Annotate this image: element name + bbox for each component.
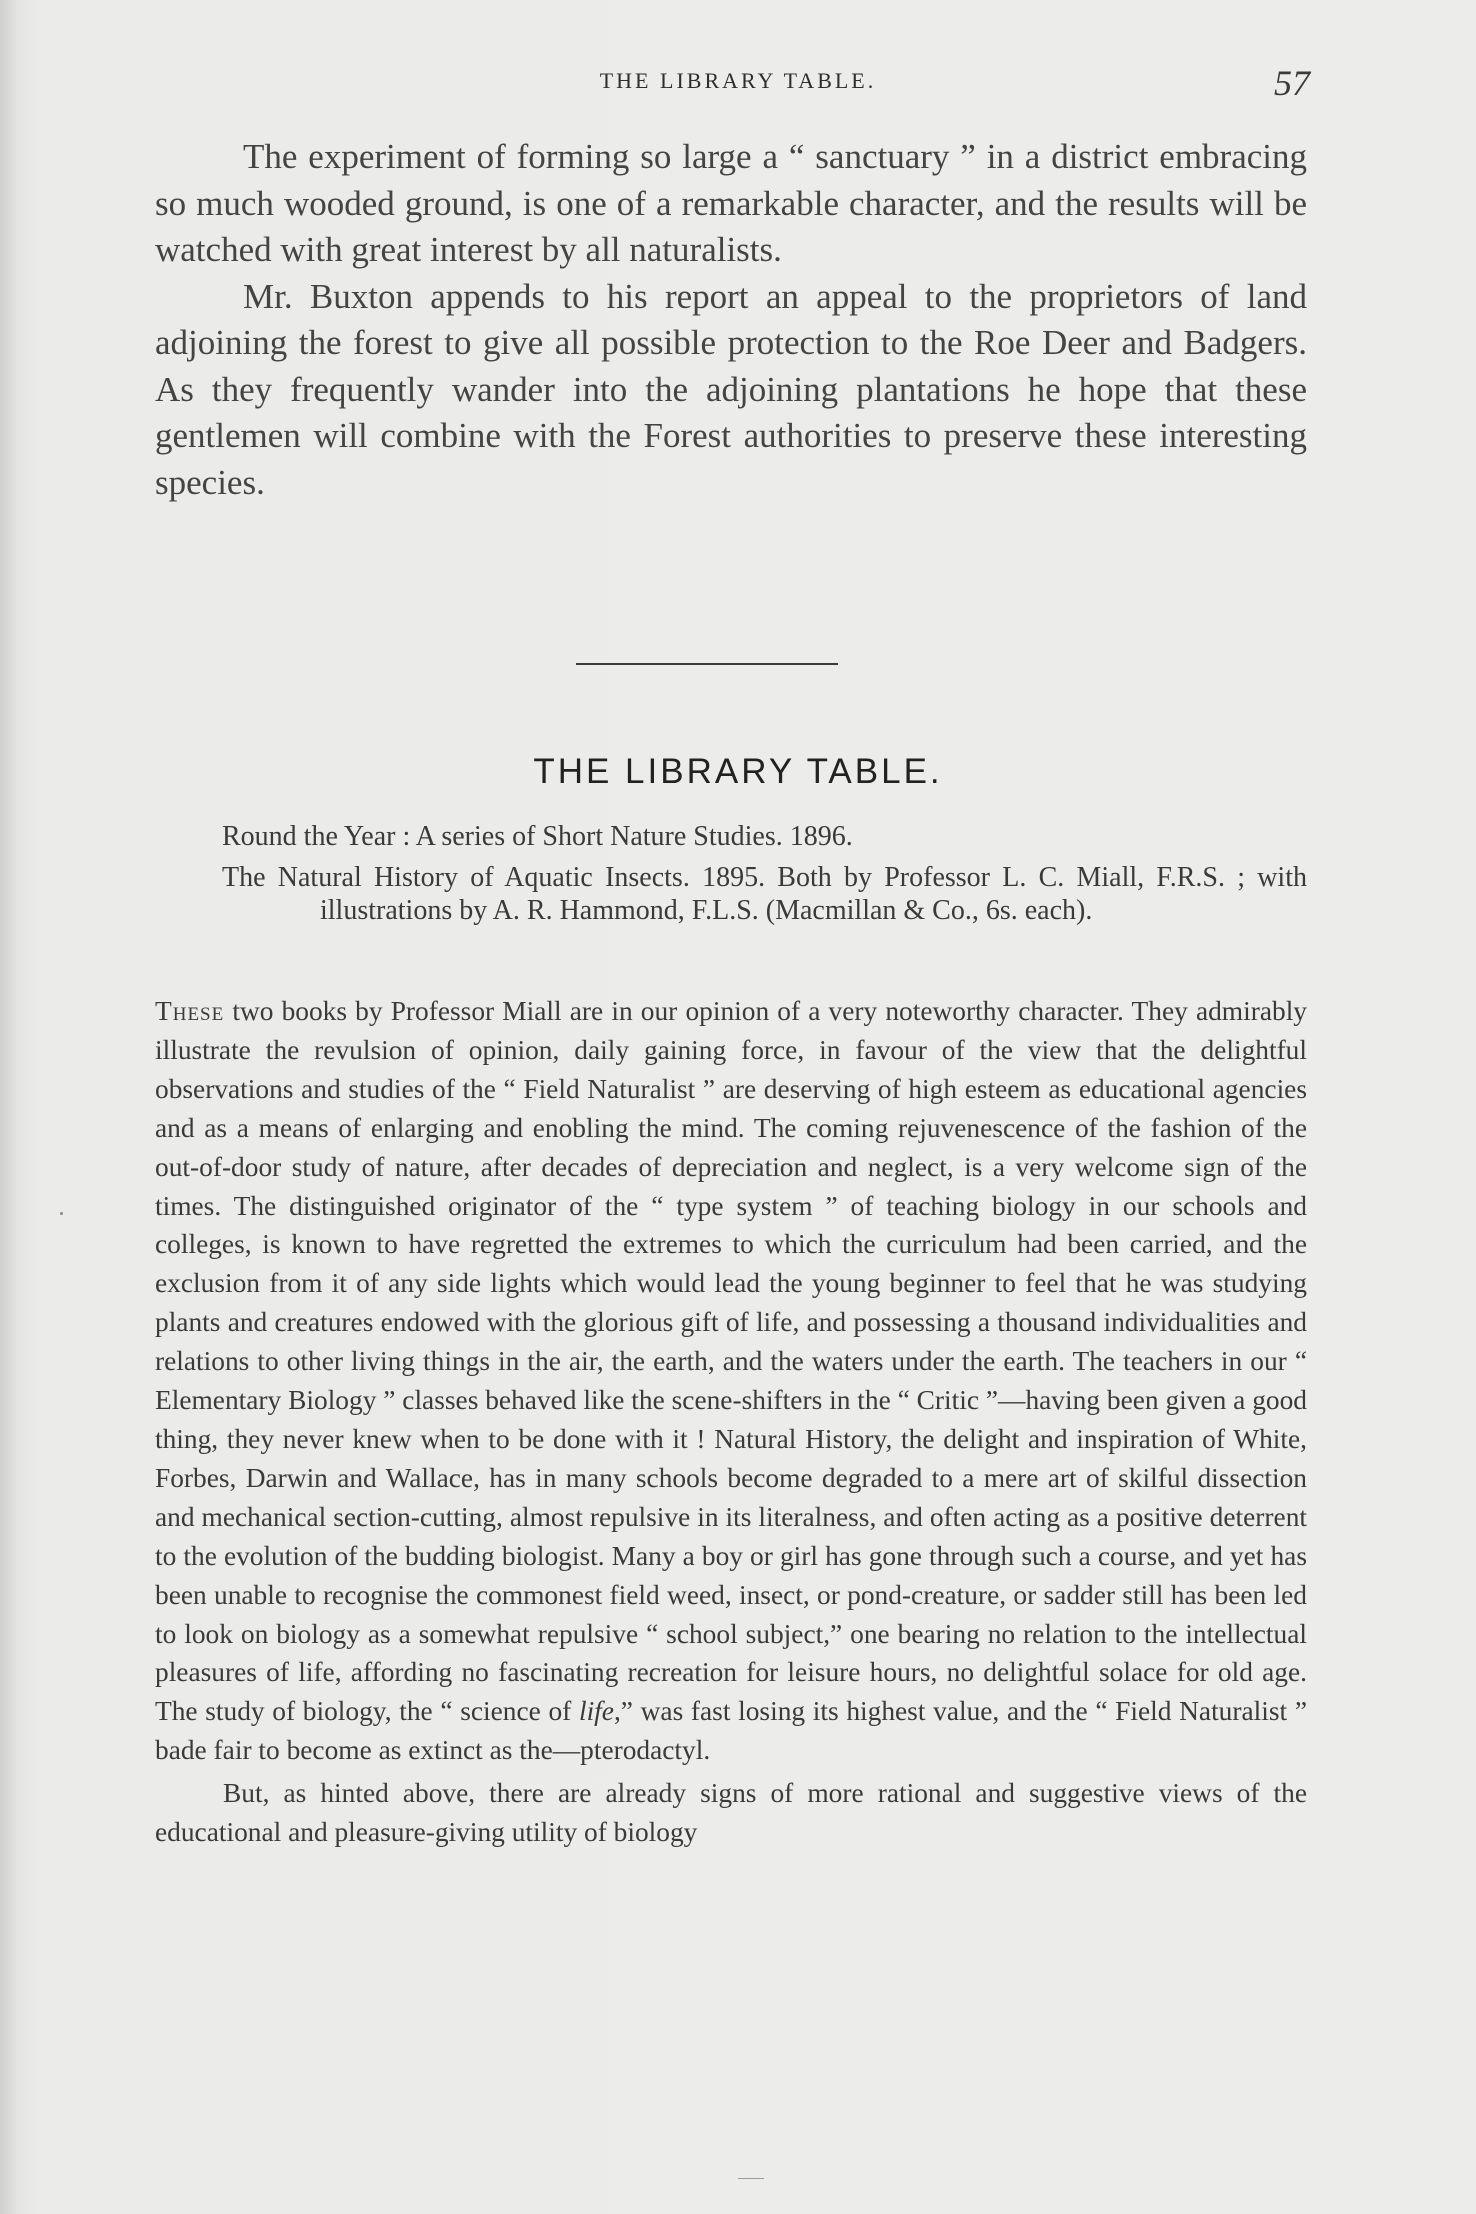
section-divider [576, 663, 838, 665]
section-title: THE LIBRARY TABLE. [533, 752, 943, 791]
citation-entry: Round the Year : A series of Short Nature Studies. 1896. [222, 821, 853, 852]
citation-entry: The Natural History of Aquatic Insects. 1895. Both by Professor L. C. Miall, F.R.S. ; with illustrations by A. R. Hammond, F.L.S. (Macmillan & Co., 6s. each). [222, 862, 1307, 926]
running-head [0, 62, 1476, 102]
running-title: THE LIBRARY TABLE. [599, 68, 877, 93]
review-text-end: ,” was fast losing its highest value, and the “ Field Naturalist ” bade fair to become as extinct as the—pterodactyl. [155, 1696, 1307, 1766]
review-text: two books by Professor Miall are in our opinion of a very noteworthy character. They admirably illustrate the revulsion of opinion, daily gaining force, in favour of the view that the delightful observations and studies of the “ Field Naturalist ” are deserving of high esteem as educational agencies and as a means of enlarging and enobling the mind. The coming rejuvenescence of the fashion of the out-of-door study of nature, after decades of depreciation and neglect, is a very welcome sign of the times. The distinguished originator of the “ type system ” of teaching biology in our schools and colleges, is known to have regretted the extremes to which the curriculum had been carried, and the exclusion from it of any side lights which would lead the young beginner to feel that he was studying plants and creatures endowed with the glorious gift of life, and possessing a thousand individualities and relations to other living things in the air, the earth, and the waters under the earth. The teachers in our “ Elementary Biology ” classes behaved like the scene-shifters in the “ Critic ”—having been given a good thing, they never knew when to be done with it ! Natural History, the delight and inspiration of White, Forbes, Darwin and Wallace, has in many schools become degraded to a mere art of skilful dissection and mechanical section-cutting, almost repulsive in its literalness, and often acting as a positive deterrent to the evolution of the budding biologist. Many a boy or girl has gone through such a course, and yet has been unable to recognise the commonest field weed, insect, or pond-creature, or sadder still has been led to look on biology as a somewhat repulsive “ school subject,” one bearing no relation to the intellectual pleasures of life, affording no fascinating recreation for leisure hours, no delightful solace for old age. The study of biology, the “ science of [155, 996, 1307, 1727]
paper-mark [738, 2178, 764, 2179]
review-paragraph [155, 992, 1307, 1770]
review-body [155, 992, 1307, 1852]
review-paragraph: But, as hinted above, there are already signs of more rational and suggestive views of the educational and pleasure-giving utility of biology [155, 1778, 1307, 1848]
intro-paragraph: The experiment of forming so large a “ sanctuary ” in a district embracing so much wooded ground, is one of a remarkable character, and the results will be watched with great interest by all naturalists. [155, 137, 1307, 269]
intro-text [155, 134, 1307, 506]
book-citations [222, 820, 1307, 935]
lead-word: These [155, 996, 225, 1026]
paper-speck [60, 1212, 63, 1215]
page-number: 57 [1274, 63, 1310, 103]
intro-paragraph: Mr. Buxton appends to his report an appeal to the proprietors of land adjoining the forest to give all possible protection to the Roe Deer and Badgers. As they frequently wander into the adjoining plantations he hope that these gentlemen will combine with the Forest authorities to preserve these interesting species. [155, 276, 1307, 502]
italic-word: life [578, 1696, 614, 1727]
